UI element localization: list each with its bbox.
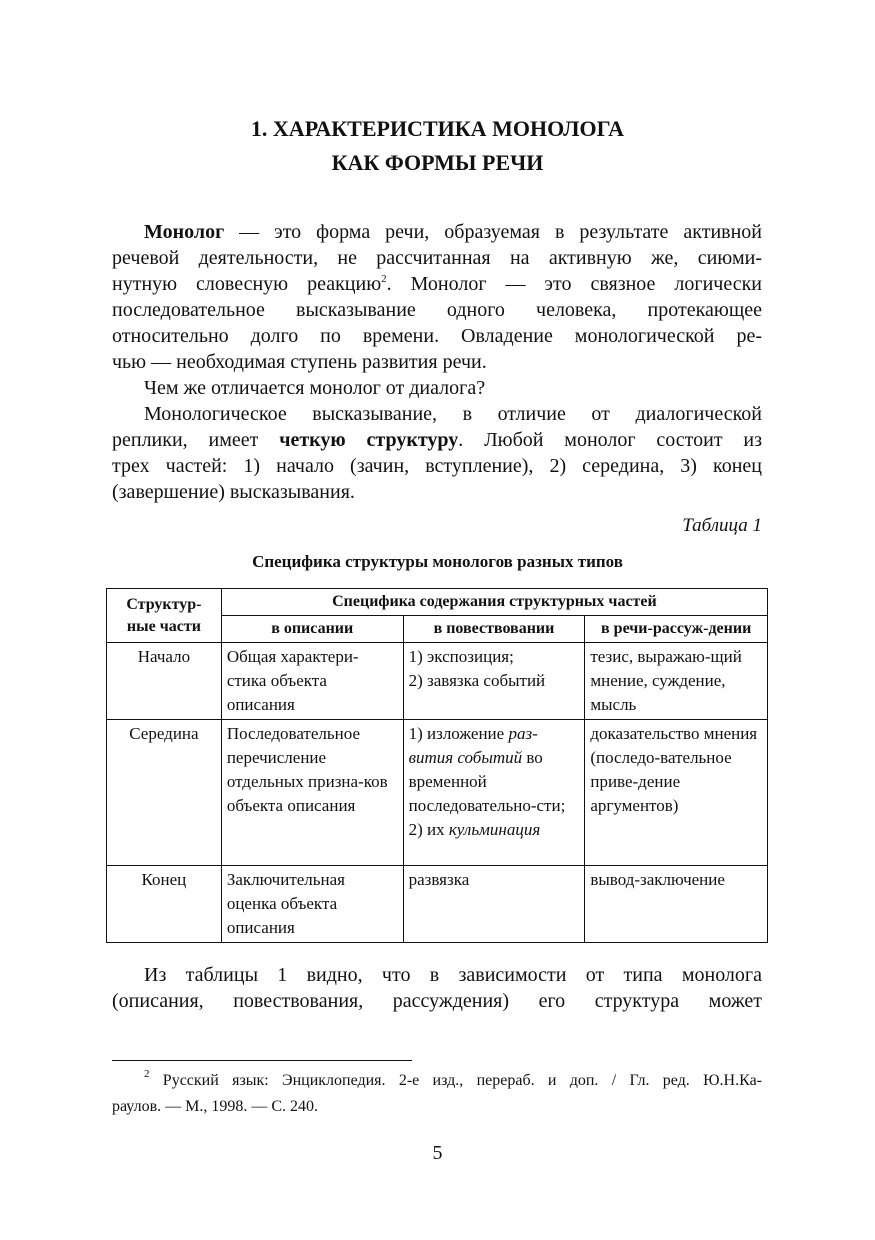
term-monolog: Монолог (144, 221, 225, 243)
header-reasoning: в речи-рассуж-дении (585, 616, 768, 643)
cell-description: Заключительная оценка объекта описания (221, 866, 403, 943)
cell-narration: развязка (403, 866, 585, 943)
cell-reasoning: тезис, выражаю-щий мнение, суждение, мысль (585, 643, 768, 720)
table-row (107, 866, 768, 943)
header-parts: Структур-ные части (107, 589, 222, 643)
row-part: Середина (107, 720, 222, 866)
structure-table (106, 588, 768, 943)
cell-reasoning: доказательство мнения (последо-вательное приве-дение аргументов) (585, 720, 768, 866)
question-paragraph: Чем же отличается монолог от диалога? (144, 377, 486, 399)
page-number: 5 (432, 1142, 443, 1164)
table-header-row (107, 589, 768, 616)
cell-description: Общая характери-стика объекта описания (221, 643, 403, 720)
chapter-heading-line2: КАК ФОРМЫ РЕЧИ (331, 150, 544, 175)
footnote: $^2$ Русский язык: Энциклопедия. 2-е изд., перераб. и доп. / Гл. ред. Ю.Н.Ка- раулов. — М., 1998. — С. 240. (112, 1068, 762, 1115)
chapter-heading-line1: 1. ХАРАКТЕРИСТИКА МОНОЛОГА (250, 116, 625, 141)
table-title: Специфика структуры монологов разных типов (252, 552, 623, 571)
cell-reasoning: вывод-заключение (585, 866, 768, 943)
after-table-paragraph: Из таблицы 1 видно, что в зависимости от типа монолога (описания, повествования, рассуждения) его структура может (112, 964, 762, 1012)
footnote-ref: 2 (381, 273, 387, 285)
header-narration: в повествовании (403, 616, 585, 643)
cell-description: Последовательное перечисление отдельных призна-ков объекта описания (221, 720, 403, 866)
term-structure: четкую структуру (279, 429, 459, 451)
chapter-heading (0, 112, 875, 180)
table-row (107, 720, 768, 866)
footnote-mark: 2 (144, 1068, 150, 1080)
structure-paragraph: Монологическое высказывание, в отличие от диалогической реплики, имеет четкую структуру. Любой монолог состоит из трех частей: 1) начало (зачин, вступление), 2) середина, 3) конец (завершение) высказывания. (112, 403, 762, 503)
cell-narration: 1) изложение раз-вития событий во временной последовательно-сти; 2) их кульминация (403, 720, 585, 866)
intro-paragraph: Монолог — это форма речи, образуемая в результате активной речевой деятельности, не рассчитанная на активную же, сиюми- нутную словесную реакцию$^2$. Монолог — это связное логически последовательное высказывание одного человека, протекающее относительно долго по времени. Овладение монологической ре- чью — необходимая ступень развития речи. (112, 221, 762, 373)
row-part: Конец (107, 866, 222, 943)
header-description: в описании (221, 616, 403, 643)
footnote-divider (112, 1060, 412, 1061)
row-part: Начало (107, 643, 222, 720)
table-label: Таблица 1 (682, 515, 762, 536)
cell-narration: 1) экспозиция; 2) завязка событий (403, 643, 585, 720)
table-row (107, 643, 768, 720)
header-group: Специфика содержания структурных частей (221, 589, 767, 616)
